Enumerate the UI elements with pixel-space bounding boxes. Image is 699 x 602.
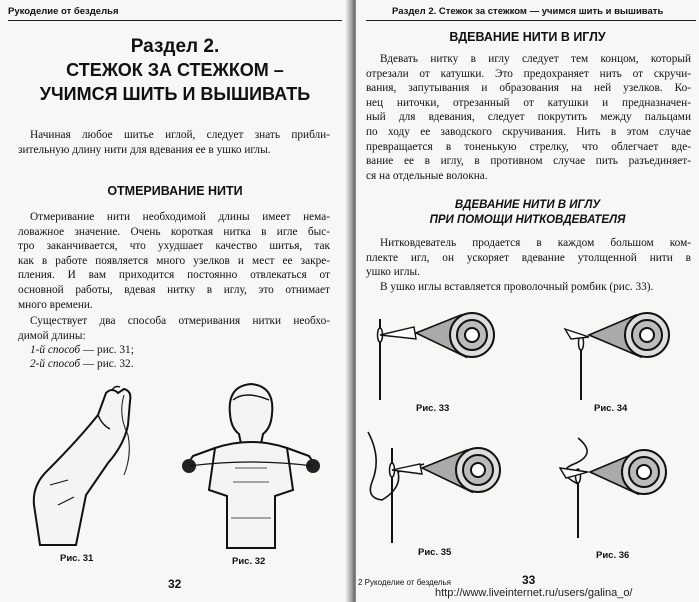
method-2 <box>30 357 230 372</box>
figure-34-threader-illustration <box>541 305 691 400</box>
text-line: по ходу ее заводского скручивания. Нить в этом случае <box>366 125 691 138</box>
section-heading: ОТМЕРИВАНИЕ НИТИ <box>107 184 243 198</box>
section-title-line2: УЧИМСЯ ШИТЬ И ВЫШИВАТЬ <box>39 84 311 104</box>
running-header: Рукоделие от безделья <box>8 6 119 17</box>
text-line: вания, запутывания и образования на ней узелков. Ко- <box>366 82 691 95</box>
page-number: 32 <box>168 577 182 591</box>
section-number: Раздел 2. <box>130 36 220 57</box>
right-page <box>356 0 699 602</box>
text-line: Вдевать нитку в иглу следует тем концом, который <box>380 53 691 65</box>
paragraph <box>18 314 330 343</box>
text-line: В ушко иглы вставляется проволочный ромбик (рис. 33). <box>380 281 654 293</box>
text-line: пления. И вам приходится постоянно отвлекаться от <box>18 269 330 282</box>
figure-31-arm-illustration <box>28 385 158 545</box>
text-line: зительную длину нити для вдевания ее в ушко иглы. <box>18 143 271 156</box>
text-line: много времени. <box>18 298 93 311</box>
paragraph <box>18 210 330 312</box>
text-line: Существует два способа отмеривания нитки необхо- <box>30 315 330 327</box>
figure-36-threader-illustration <box>538 428 693 543</box>
header-rule <box>366 20 696 21</box>
figure-31-caption: Рис. 31 <box>60 553 94 564</box>
paragraph <box>366 52 691 183</box>
subheading-line1: ВДЕВАНИЕ НИТИ В ИГЛУ <box>454 199 601 211</box>
figure-reference: — рис. 32. <box>80 358 134 370</box>
text-line: димой длины: <box>18 329 86 342</box>
text-line: ся на отдельные волокна. <box>366 169 488 182</box>
text-line: вание ее в иглу, в противном случае пить разъединяет- <box>366 155 691 168</box>
figure-32-woman-illustration <box>175 378 325 548</box>
section-title-line1: СТЕЖОК ЗА СТЕЖКОМ – <box>66 60 284 80</box>
subheading-line2: ПРИ ПОМОЩИ НИТКОВДЕВАТЕЛЯ <box>429 214 626 226</box>
running-header: Раздел 2. Стежок за стежком — учимся шить и вышивать <box>392 6 664 17</box>
text-line: Нитковдеватель продается в каждом большом ком- <box>380 237 691 249</box>
text-line: ный для вдевания, следует покрутить между пальцами <box>366 111 691 124</box>
text-line: основной работы, вдевая нитку в иглу, это отнимает <box>18 283 330 296</box>
figure-reference: — рис. 31; <box>80 344 134 356</box>
text-line: ушко иглы. <box>366 266 420 279</box>
method-label: 1-й способ <box>30 344 81 356</box>
method-label: 2-й способ <box>30 358 81 370</box>
figure-33-threader-illustration <box>366 305 516 400</box>
figure-35-caption: Рис. 35 <box>418 547 452 558</box>
method-1 <box>30 343 230 358</box>
figure-35-threader-illustration <box>362 428 517 543</box>
page-number: 33 <box>522 573 536 587</box>
paragraph <box>380 280 699 295</box>
text-line: как в работе появляется много узелков и мест ее закре- <box>18 254 330 267</box>
page-footer: 2 Рукоделие от безделья <box>358 578 451 587</box>
text-line: плекте игл, он ускоряет вдевание утолщенной нити в <box>366 251 691 264</box>
text-line: превращается в тоненькую стрелку, что облегчает вде- <box>366 140 691 153</box>
intro-paragraph <box>18 128 330 157</box>
figure-34-caption: Рис. 34 <box>594 403 628 414</box>
text-line: Отмеривание нити необходимой длины имеет нема- <box>30 211 330 223</box>
figure-32-caption: Рис. 32 <box>232 556 266 567</box>
paragraph <box>366 236 691 280</box>
text-line: отрезали от катушки. Это предохраняет нить от скручи- <box>366 67 691 80</box>
figure-36-caption: Рис. 36 <box>596 550 630 561</box>
text-line: Начиная любое шитье иглой, следует знать прибли- <box>30 129 330 141</box>
figure-33-caption: Рис. 33 <box>416 403 450 414</box>
text-line: нец ниточки, отрезанный от катушки и предназначен- <box>366 96 691 109</box>
text-line: тро заканчивается, что ухудшает качество шитья, так <box>18 240 330 253</box>
watermark-url: http://www.liveinternet.ru/users/galina_o/ <box>435 587 633 599</box>
text-line: ловажное значение. Очень короткая нитка в игле быс- <box>18 225 330 238</box>
header-rule <box>8 20 342 21</box>
section-heading: ВДЕВАНИЕ НИТИ В ИГЛУ <box>449 30 606 44</box>
